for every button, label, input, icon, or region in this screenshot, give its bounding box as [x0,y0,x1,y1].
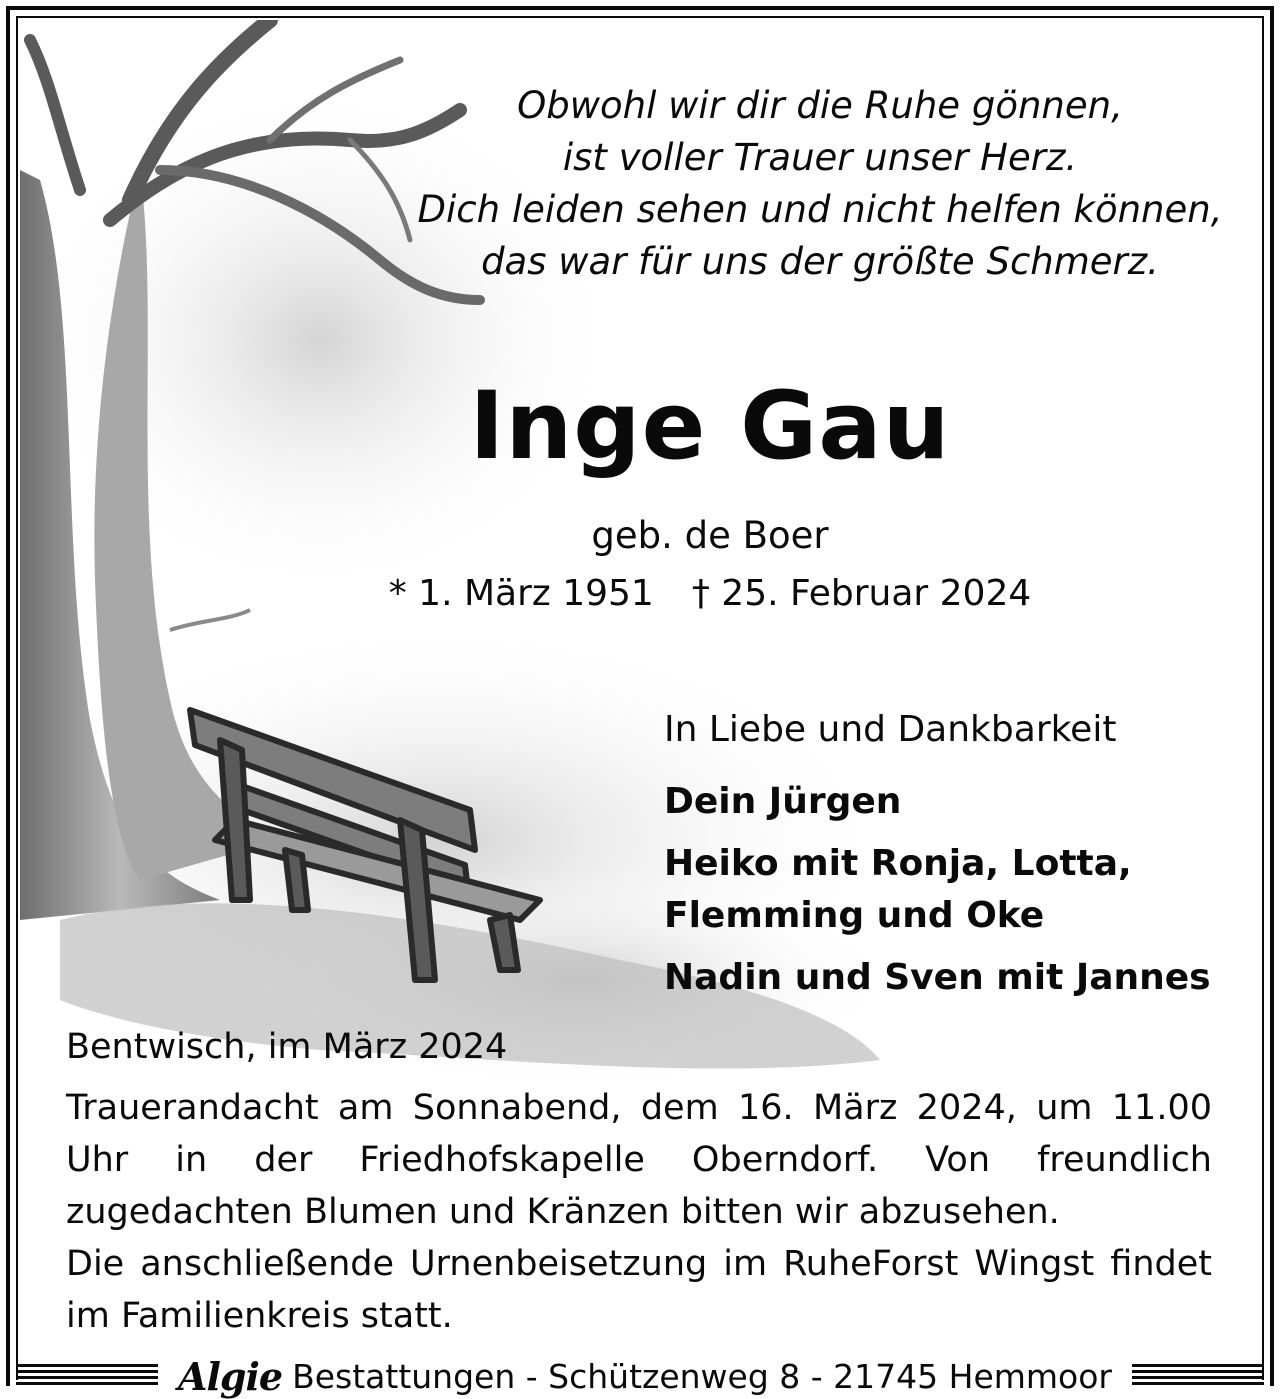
family-member: Dein Jürgen [664,781,902,822]
footer-rule [16,1364,158,1388]
family-member: Heiko mit Ronja, Lotta, [664,843,1132,884]
funeral-home-logo: Algie [177,1353,283,1399]
poem-line: das war für uns der größte Schmerz. [481,240,1159,283]
footer-text [166,1353,1124,1399]
maiden-name: geb. de Boer [591,514,829,557]
family-member: Flemming und Oke [664,895,1045,936]
poem-line: Dich leiden sehen und nicht helfen können, [417,188,1223,231]
birth-date: * 1. März 1951 [388,573,654,614]
family-intro: In Liebe und Dankbarkeit [664,709,1117,750]
funeral-notice [66,1082,1212,1342]
family-member: Nadin und Sven mit Jannes [664,957,1211,998]
notice-paragraph: Die anschließende Urnenbeisetzung im RuheForst Wingst findet im Familienkreis statt. [66,1244,1212,1336]
notice-paragraph: Trauerandacht am Sonnabend, dem 16. März 2024, um 11.00 Uhr in der Friedhofskapelle Oberndorf. Von freundlich zugedachten Blumen und Kränzen bitten wir abzusehen. [66,1088,1212,1232]
poem [400,80,1240,288]
poem-line: Obwohl wir dir die Ruhe gönnen, [517,84,1123,127]
life-dates [300,570,1120,618]
footer-rule [1132,1364,1264,1388]
funeral-home-address: Bestattungen - Schützenweg 8 - 21745 Hemmoor [292,1356,1112,1396]
poem-line: ist voller Trauer unser Herz. [562,136,1078,179]
death-date: † 25. Februar 2024 [691,573,1032,614]
deceased-name: Inge Gau [469,372,951,481]
footer [16,1353,1264,1399]
place-date: Bentwisch, im März 2024 [66,1027,508,1067]
family-block [664,706,1254,1014]
